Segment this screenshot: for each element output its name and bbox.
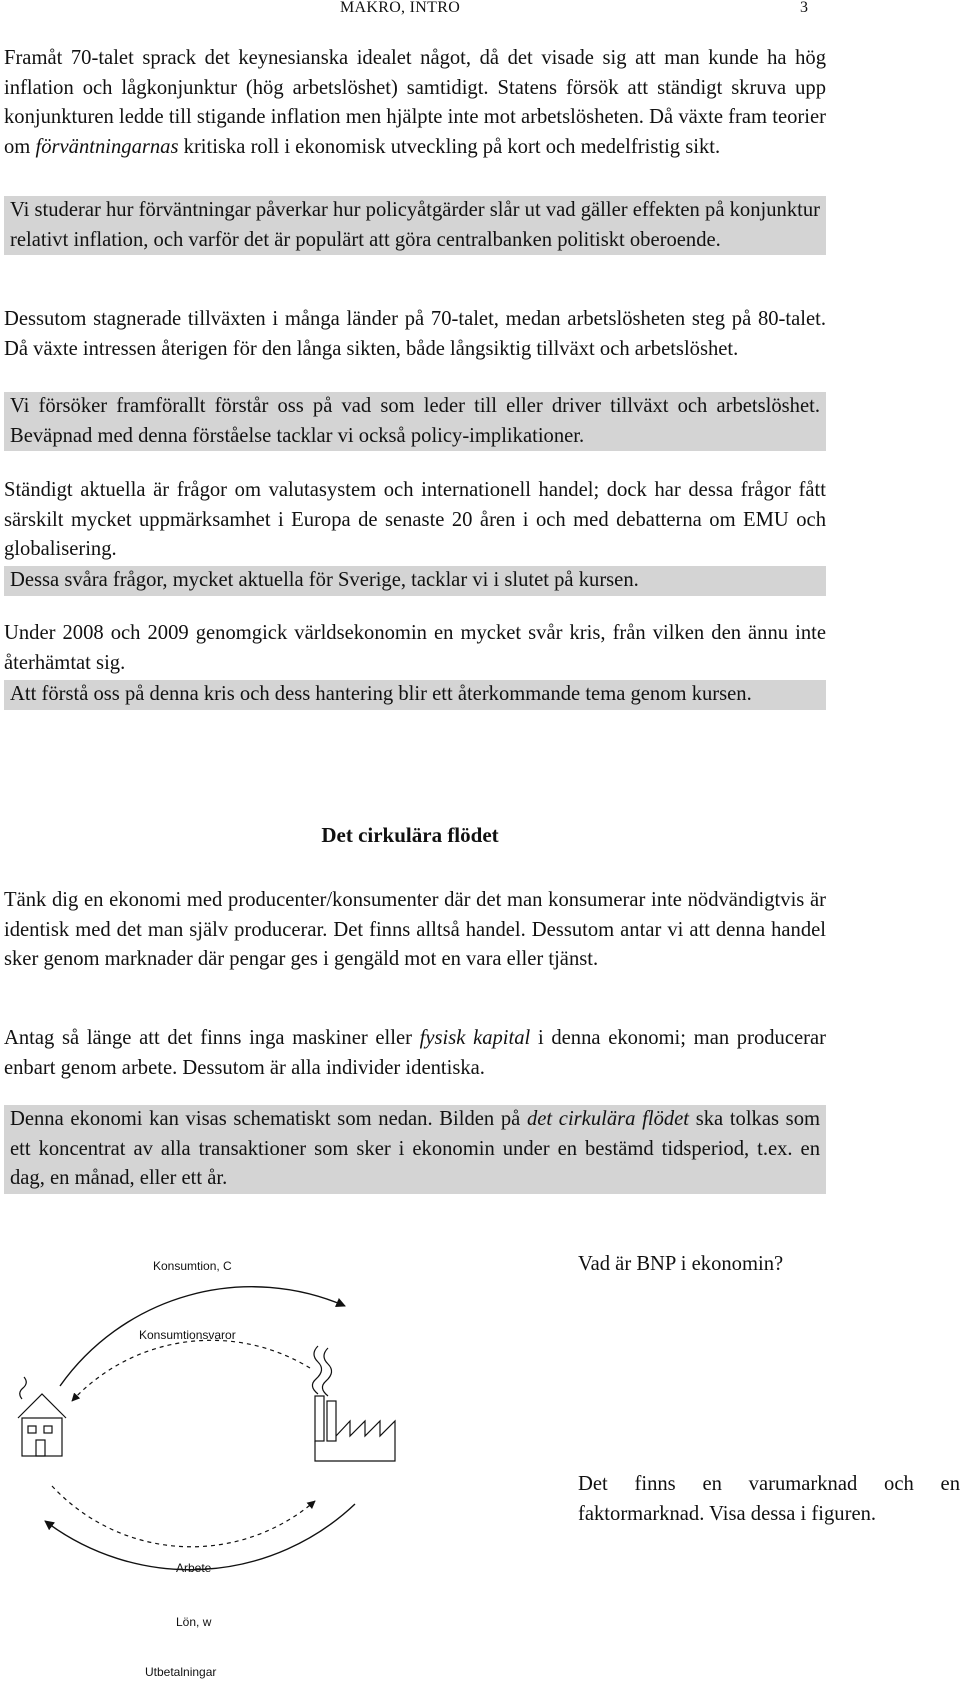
paragraph-capital xyxy=(4,1024,826,1083)
paragraph-crisis xyxy=(4,619,826,678)
paragraph-economy xyxy=(4,886,826,975)
running-head-title: MAKRO, INTRO xyxy=(340,0,461,16)
highlight-circular-flow xyxy=(4,1105,826,1194)
wage-arc xyxy=(45,1504,355,1570)
emphasis-text: fysisk kapital xyxy=(419,1027,531,1049)
question-gdp xyxy=(578,1250,960,1280)
running-head xyxy=(0,0,960,20)
circular-flow-diagram xyxy=(0,1236,560,1682)
factory-icon xyxy=(312,1346,395,1461)
highlight-text: Dessa svåra frågor, mycket aktuella för Sverige, tacklar vi i slutet på kursen. xyxy=(10,569,639,591)
label-consumer-goods: Konsumtionsvaror xyxy=(139,1328,236,1342)
paragraph-text: Under 2008 och 2009 genomgick världsekonomin en mycket svår kris, från vilken den ännu inte återhämtat sig. xyxy=(4,622,826,674)
paragraph-text: Tänk dig en ekonomi med producenter/konsumenter där det man konsumerar inte nödvändigtvis är identisk med det man själv producerar. Det finns alltså handel. Dessutom antar vi att denna handel sker genom marknader där pengar ges i gengäld mot en vara eller tjänst. xyxy=(4,889,826,970)
emphasis-text: det cirkulära flödet xyxy=(526,1108,690,1130)
section-heading: Det cirkulära flödet xyxy=(321,823,499,847)
paragraph-text: kritiska roll i ekonomisk utveckling på kort och medelfristig sikt. xyxy=(178,135,721,158)
highlight-text: Vi försöker framförallt förstår oss på vad som leder till eller driver tillväxt och arbetslöshet. Beväpnad med denna förståelse tacklar vi också policy-implikationer. xyxy=(10,395,820,447)
paragraph-keynesian xyxy=(4,44,826,162)
label-payouts: Utbetalningar xyxy=(145,1665,217,1679)
highlight-text: ska tolkas som ett koncentrat av alla transaktioner som sker i ekonomin under en bestämd tidsperiod, t.ex. en dag, en månad, eller ett år. xyxy=(10,1108,821,1189)
paragraph-text: Antag så länge att det finns inga maskiner eller xyxy=(4,1027,420,1049)
paragraph-text: Framåt 70-talet sprack det keynesianska idealet något, då det visade sig att man kunde ha hög inflation och lågkonjunktur (hög arbetslöshet) samtidigt. Statens försök att ständigt skruva upp konjunkturen ledde till stigande inflation men hjälpte inte mot arbetslösheten. Då växte fram teorier om xyxy=(4,47,826,158)
highlight-sweden xyxy=(4,566,826,596)
page-number: 3 xyxy=(800,0,808,16)
paragraph-stagnation xyxy=(4,305,826,364)
highlight-crisis xyxy=(4,680,826,710)
circular-flow-figure xyxy=(0,1236,560,1682)
paragraph-text: Ständigt aktuella är frågor om valutasystem och internationell handel; dock har dessa frågor fått särskilt mycket uppmärksamhet i Europa de senaste 20 åren i och med debatterna om EMU och globalisering. xyxy=(4,479,826,560)
label-consumption: Konsumtion, C xyxy=(153,1259,232,1273)
highlight-expectations xyxy=(4,196,826,255)
question-markets xyxy=(578,1470,960,1529)
highlight-text: Att förstå oss på denna kris och dess hantering blir ett återkommande tema genom kursen. xyxy=(10,683,752,705)
highlight-text: Vi studerar hur förväntningar påverkar hur policyåtgärder slår ut vad gäller effekten på konjunktur relativt inflation, och varför det är populärt att göra centralbanken politiskt oberoende. xyxy=(10,199,820,251)
label-wage: Lön, w xyxy=(176,1615,212,1629)
highlight-growth xyxy=(4,392,826,451)
labour-arc xyxy=(52,1486,315,1547)
paragraph-currency xyxy=(4,476,826,565)
house-icon xyxy=(18,1377,66,1456)
question-text: Vad är BNP i ekonomin? xyxy=(578,1253,784,1275)
label-labour: Arbete xyxy=(176,1561,212,1575)
paragraph-text: i denna ekonomi; man producerar enbart genom arbete. Dessutom är alla individer identiska. xyxy=(4,1027,826,1079)
question-text: Det finns en varumarknad och en faktormarknad. Visa dessa i figuren. xyxy=(578,1473,960,1525)
emphasis-text: förväntningarnas xyxy=(35,135,179,158)
consumer-goods-arc xyxy=(72,1340,310,1401)
paragraph-text: Dessutom stagnerade tillväxten i många länder på 70-talet, medan arbetslösheten steg på 80-talet. Då växte intressen återigen för den långa sikten, både långsiktig tillväxt och arbetslöshet. xyxy=(4,308,826,360)
highlight-text: Denna ekonomi kan visas schematiskt som nedan. Bilden på xyxy=(10,1108,527,1130)
